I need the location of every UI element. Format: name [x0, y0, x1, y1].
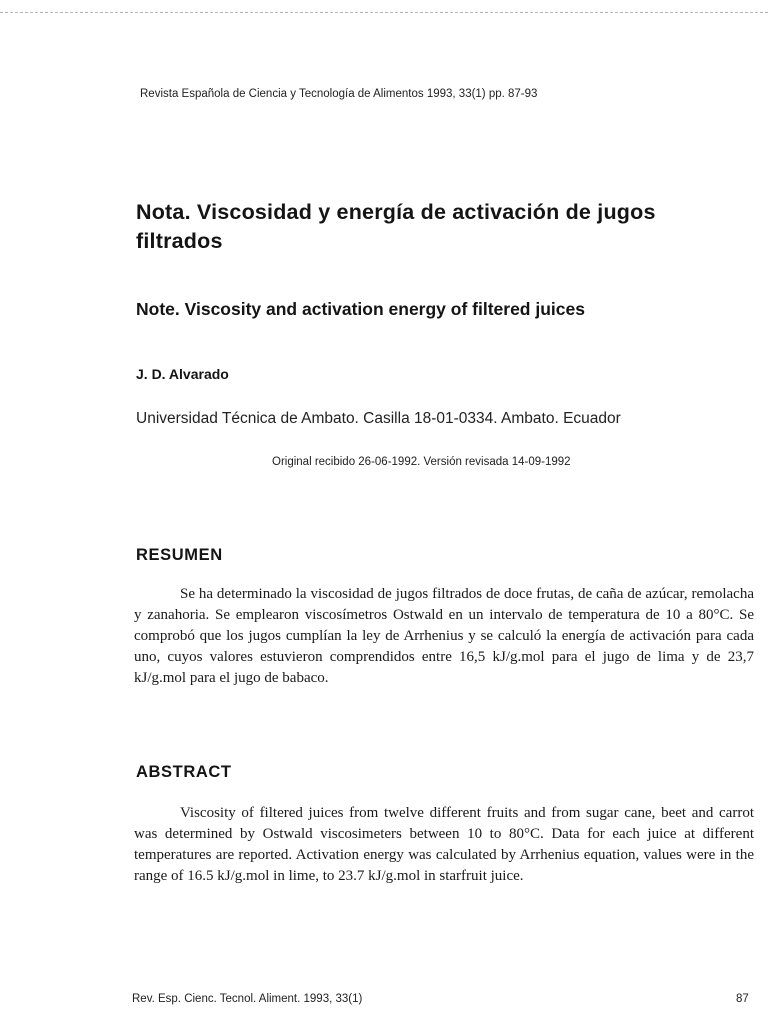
abstract-body: [134, 803, 754, 887]
article-title-english: Note. Viscosity and activation energy of filtered juices: [136, 299, 585, 319]
affiliation: Universidad Técnica de Ambato. Casilla 18-01-0334. Ambato. Ecuador: [136, 410, 621, 427]
resumen-paragraph: Se ha determinado la viscosidad de jugos filtrados de doce frutas, de caña de azúcar, remolacha y zanahoria. Se emplearon viscosímetros Ostwald en un intervalo de temperatura de 10 a 80°C. Se comprobó que los jugos cumplían la ley de Arrhenius y se calculó la energía de activación para cada uno, cuyos valores estuvieron comprendidos entre 16,5 kJ/g.mol para el jugo de lima y de 23,7 kJ/g.mol para el jugo de babaco.: [134, 586, 754, 686]
author: J. D. Alvarado: [136, 366, 229, 382]
resumen-body: [134, 584, 754, 689]
page-number: 87: [736, 993, 749, 1005]
abstract-paragraph: Viscosity of filtered juices from twelve different fruits and from sugar cane, beet and carrot was determined by Ostwald viscosimeters between 10 to 80°C. Data for each juice at different temperatures are reported. Activation energy was calculated by Arrhenius equation, values were in the range of 16.5 kJ/g.mol in lime, to 23.7 kJ/g.mol in starfruit juice.: [134, 805, 754, 884]
page-top-rule: [0, 12, 768, 13]
resumen-heading: RESUMEN: [136, 546, 223, 564]
journal-header: Revista Española de Ciencia y Tecnología de Alimentos 1993, 33(1) pp. 87-93: [140, 88, 538, 100]
submission-dates: Original recibido 26-06-1992. Versión revisada 14-09-1992: [272, 456, 571, 468]
abstract-heading: ABSTRACT: [136, 763, 232, 781]
footer-citation: Rev. Esp. Cienc. Tecnol. Aliment. 1993, 33(1): [132, 993, 363, 1005]
article-title-spanish: Nota. Viscosidad y energía de activación de jugos filtrados: [136, 200, 656, 253]
